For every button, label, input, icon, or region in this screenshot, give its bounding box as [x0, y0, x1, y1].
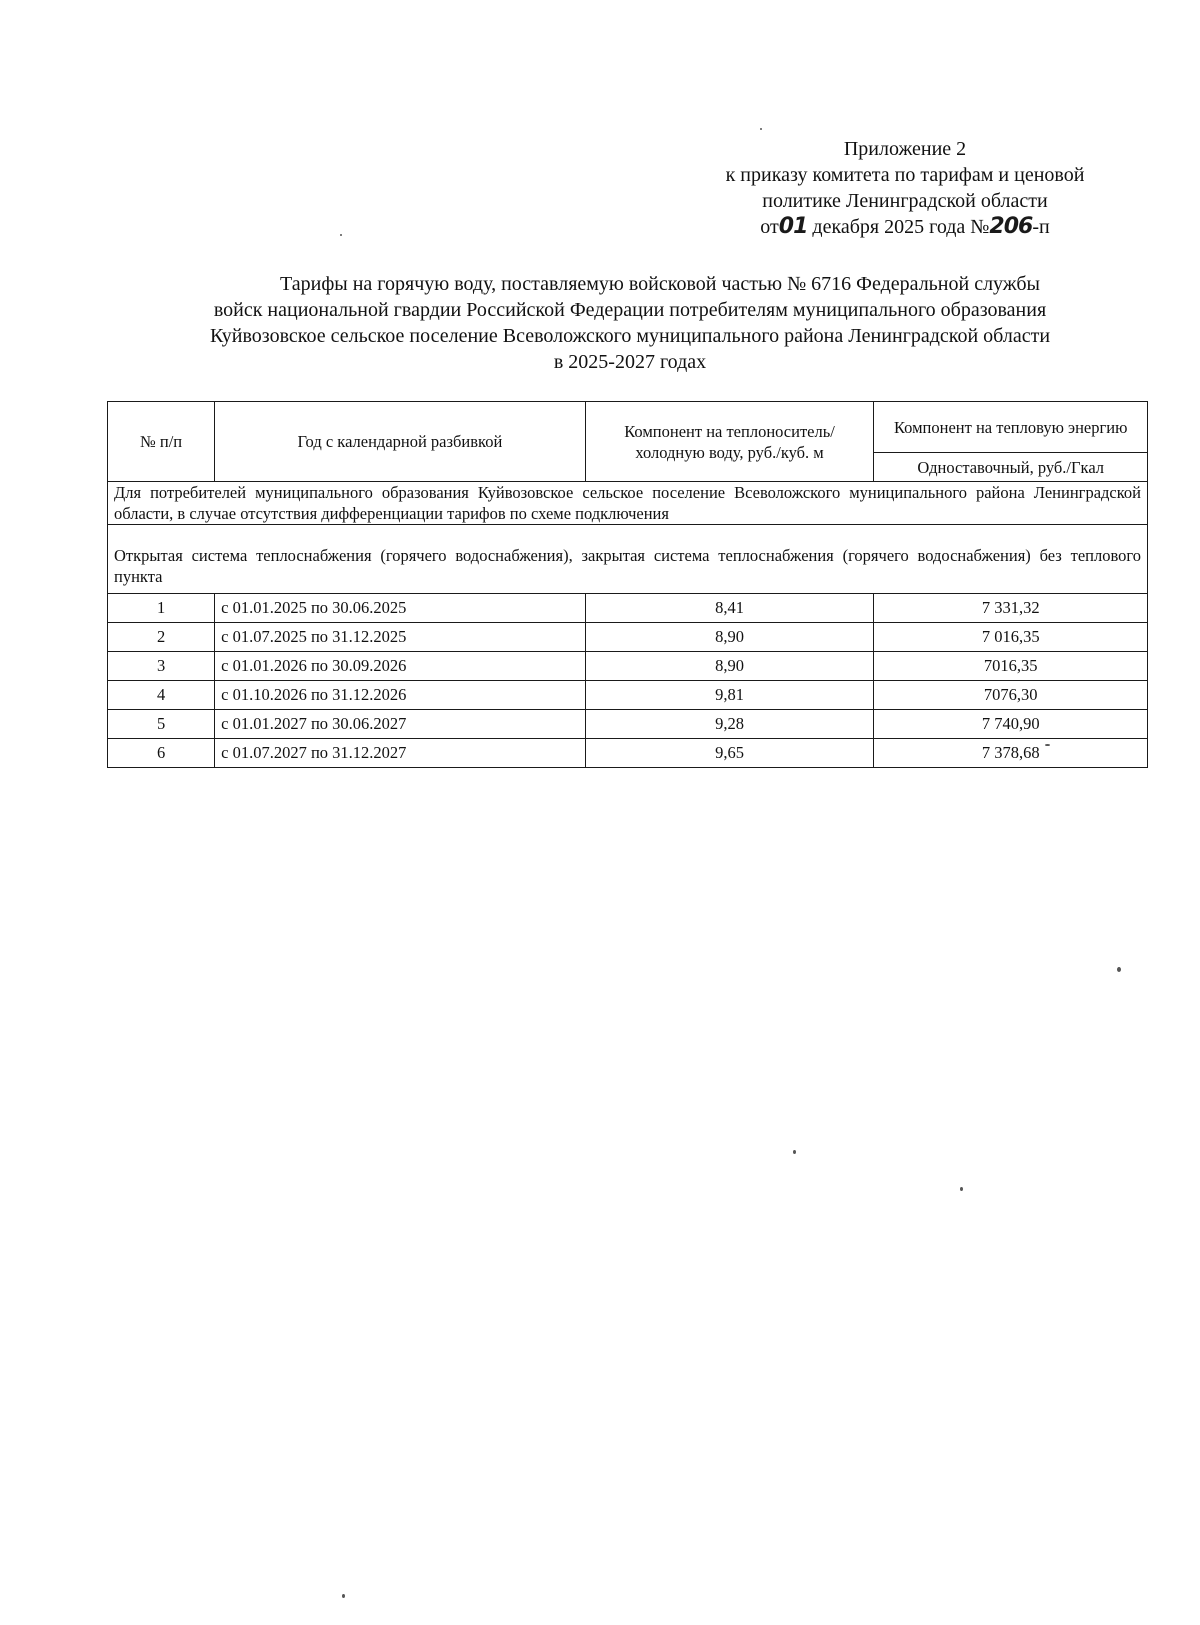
appendix-title: Приложение 2: [843, 138, 967, 160]
row-energy-cell: 7 016,35: [874, 623, 1148, 652]
row-period-cell: с 01.07.2025 по 31.12.2025: [215, 623, 585, 652]
row-water-cell: 9,65: [585, 739, 874, 768]
scan-speck: [760, 128, 762, 130]
scan-speck: [340, 234, 342, 236]
date-prefix: от: [760, 216, 779, 238]
table-row: [108, 652, 1148, 681]
section-consumers-text: Для потребителей муниципального образования Куйвозовское сельское поселение Всеволожского муниципального района Ленинградской области, в случае отсутствия дифференциации тарифов по схеме подключения: [108, 482, 1148, 525]
row-num-cell: 4: [108, 681, 215, 710]
row-energy-cell: 7 331,32: [874, 594, 1148, 623]
appendix-committee-line: политике Ленинградской области: [762, 190, 1048, 212]
scan-speck: [342, 1594, 345, 1598]
row-water-cell: 9,81: [585, 681, 874, 710]
row-water-cell: 8,90: [585, 623, 874, 652]
row-period-cell: с 01.01.2027 по 30.06.2027: [215, 710, 585, 739]
number-suffix: -п: [1032, 216, 1050, 238]
header-num: № п/п: [108, 402, 215, 482]
row-period-cell: с 01.10.2026 по 31.12.2026: [215, 681, 585, 710]
section-system-text: Открытая система теплоснабжения (горячего водоснабжения), закрытая система теплоснабжения (горячего водоснабжения) без теплового пункта: [108, 525, 1148, 594]
appendix-date-line: [680, 214, 1130, 240]
header-water-component: Компонент на теплоноситель/ холодную воду, руб./куб. м: [585, 402, 874, 482]
row-energy-cell: 7016,35: [874, 652, 1148, 681]
table-row: [108, 681, 1148, 710]
row-period-cell: с 01.07.2027 по 31.12.2027: [215, 739, 585, 768]
table-row: [108, 739, 1148, 768]
row-period-cell: с 01.01.2026 по 30.09.2026: [215, 652, 585, 681]
scan-speck: [793, 1150, 796, 1154]
table-row: [108, 594, 1148, 623]
row-water-cell: 8,90: [585, 652, 874, 681]
header-period: Год с календарной разбивкой: [215, 402, 585, 482]
appendix-block: [680, 136, 1130, 240]
row-energy-cell: 7 378,68: [874, 739, 1148, 768]
row-num-cell: 5: [108, 710, 215, 739]
title-line-3: Куйвозовское сельское поселение Всеволожского муниципального района Ленинградской области: [209, 325, 1051, 347]
header-energy-component: Компонент на тепловую энергию: [874, 402, 1148, 453]
title-line-4: в 2025-2027 годах: [553, 351, 707, 373]
row-water-cell: 9,28: [585, 710, 874, 739]
title-line-2: войск национальной гвардии Российской Федерации потребителям муниципального образования: [213, 299, 1047, 321]
scan-speck: [1045, 744, 1050, 746]
table-row: [108, 710, 1148, 739]
row-water-cell: 8,41: [585, 594, 874, 623]
row-num-cell: 6: [108, 739, 215, 768]
handwritten-day: 01: [778, 214, 808, 239]
row-energy-cell: 7076,30: [874, 681, 1148, 710]
section-row-system: [108, 525, 1148, 594]
scan-speck: [1117, 967, 1121, 972]
tariff-table: [107, 401, 1148, 768]
date-middle: декабря 2025 года №: [812, 216, 990, 238]
header-energy-single-rate: Одноставочный, руб./Гкал: [874, 453, 1148, 482]
section-row-consumers: [108, 482, 1148, 525]
table-header-row: [108, 402, 1148, 453]
handwritten-number: 206: [989, 214, 1033, 239]
row-period-cell: с 01.01.2025 по 30.06.2025: [215, 594, 585, 623]
row-energy-cell: 7 740,90: [874, 710, 1148, 739]
row-num-cell: 1: [108, 594, 215, 623]
document-title: [110, 271, 1150, 375]
row-num-cell: 2: [108, 623, 215, 652]
title-line-1: Тарифы на горячую воду, поставляемую войсковой частью № 6716 Федеральной службы: [280, 273, 1040, 295]
table-row: [108, 623, 1148, 652]
row-num-cell: 3: [108, 652, 215, 681]
appendix-order-line: к приказу комитета по тарифам и ценовой: [725, 164, 1085, 186]
scan-speck: [960, 1187, 963, 1191]
